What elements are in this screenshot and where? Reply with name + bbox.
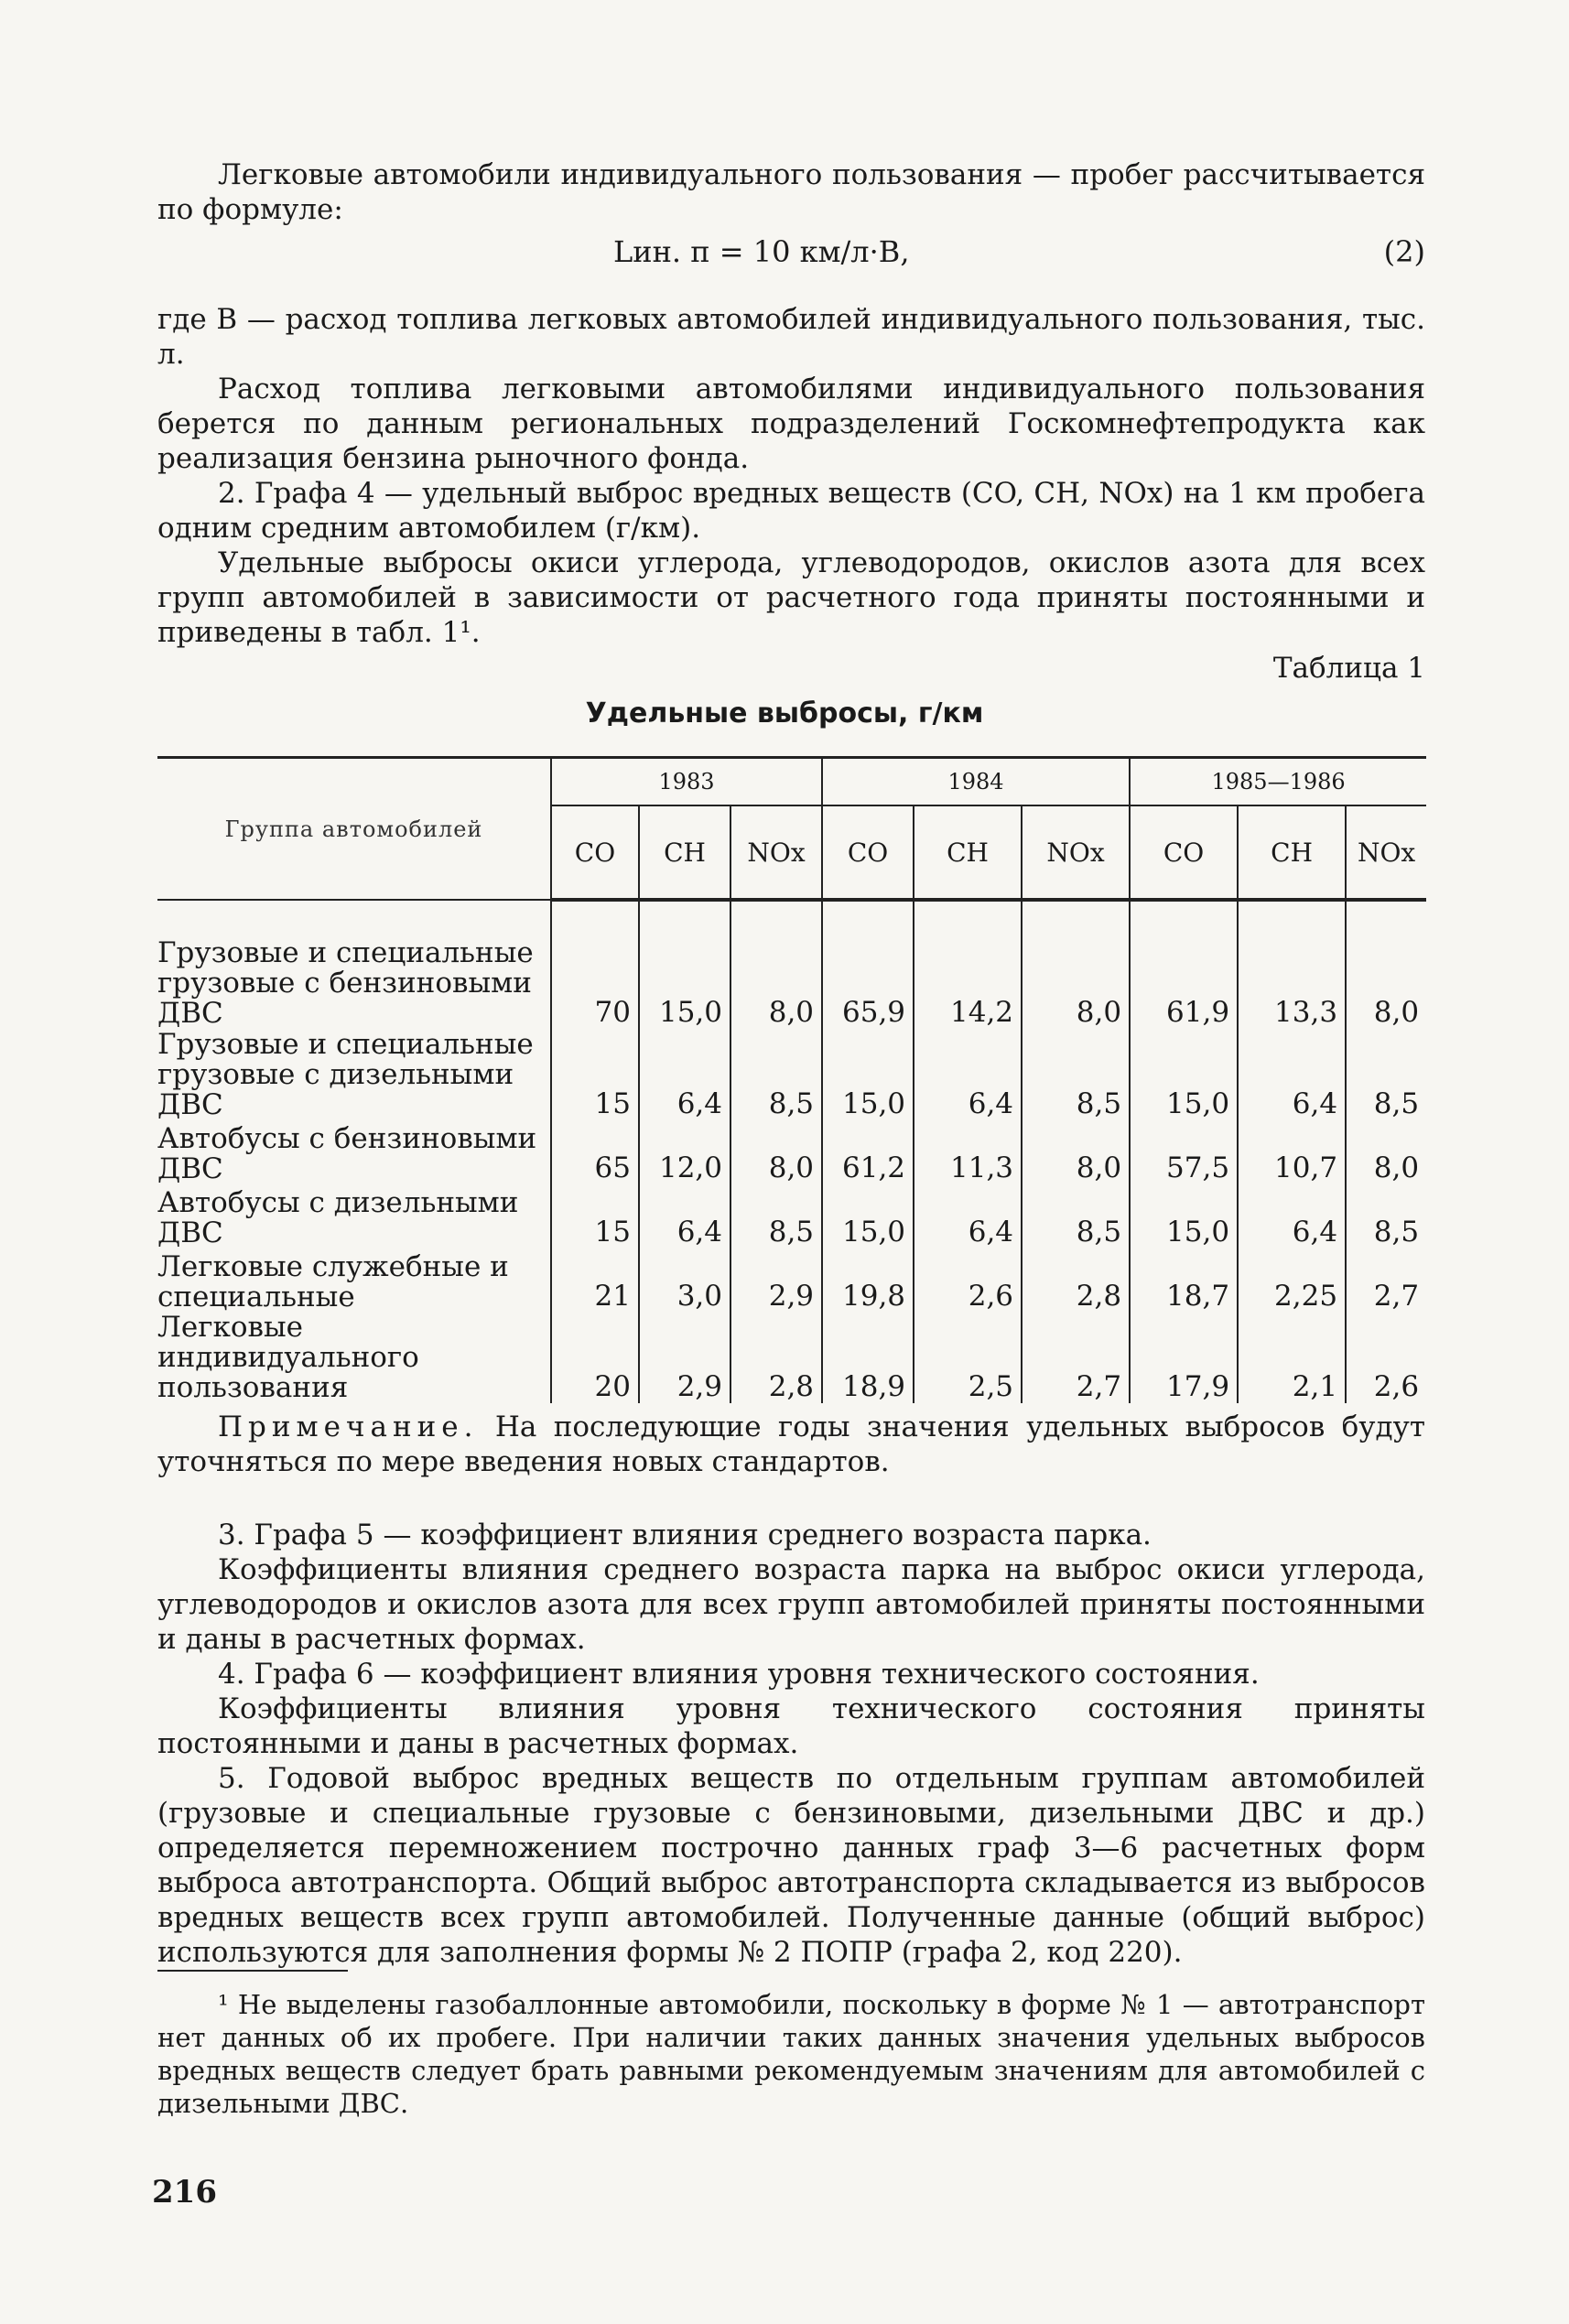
table-row (157, 938, 1426, 1029)
emission-value-cell: 8,0 (1346, 938, 1426, 1029)
gas-header: CO (822, 805, 914, 900)
intro-text-block (157, 302, 1425, 650)
emission-value-cell: 15,0 (822, 1029, 914, 1120)
emission-value-cell: 6,4 (1238, 1184, 1346, 1248)
technical-coefficient-paragraph: Коэффициенты влияния уровня технического состояния приняты постоянными и даны в расчетных формах. (157, 1692, 1425, 1760)
emission-value-cell: 14,2 (914, 938, 1022, 1029)
emission-value-cell: 18,9 (822, 1313, 914, 1403)
table-row (157, 1313, 1426, 1403)
table-row (157, 1029, 1426, 1120)
formula-explanation: где B — расход топлива легковых автомобилей индивидуального пользования, тыс. л. (157, 303, 1425, 371)
gas-header: CH (914, 805, 1022, 900)
gas-header: CO (1130, 805, 1238, 900)
emission-value-cell: 15,0 (822, 1184, 914, 1248)
emission-value-cell: 65,9 (822, 938, 914, 1029)
annual-emission-paragraph: 5. Годовой выброс вредных веществ по отдельным группам автомобилей (грузовые и специальные грузовые с бензиновыми, дизельными ДВС и др.) определяется перемножением построчно данных граф 3—6 расчетных форм выброса автотранспорта. Общий выброс автотранспорта складывается из выбросов вредных веществ всех групп автомобилей. Полученные данные (общий выброс) используются для заполнения формы № 2 ПОПР (графа 2, код 220). (157, 1762, 1425, 1969)
formula-expression: Lин. п = 10 км/л·B, (613, 234, 910, 269)
emission-value-cell: 8,5 (730, 1029, 822, 1120)
emission-value-cell: 15,0 (639, 938, 730, 1029)
emission-value-cell: 18,7 (1130, 1248, 1238, 1313)
emission-value-cell: 8,5 (1022, 1184, 1130, 1248)
emission-value-cell: 11,3 (914, 1120, 1022, 1184)
emission-value-cell: 8,5 (1346, 1184, 1426, 1248)
footnote: ¹ Не выделены газобаллонные автомобили, поскольку в форме № 1 — автотранспорт нет данных об их пробеге. При наличии таких данных значения удельных выбросов вредных веществ следует брать равными рекомендуемым значениям для автомобилей с дизельными ДВС. (157, 1989, 1425, 2119)
emission-value-cell: 15,0 (1130, 1029, 1238, 1120)
emission-value-cell: 3,0 (639, 1248, 730, 1313)
emission-value-cell: 2,7 (1022, 1313, 1130, 1403)
emission-value-cell: 2,9 (730, 1248, 822, 1313)
emission-value-cell: 2,7 (1346, 1248, 1426, 1313)
table-title: Удельные выбросы, г/км (585, 697, 984, 730)
emission-value-cell: 2,6 (1346, 1313, 1426, 1403)
emission-value-cell: 6,4 (914, 1029, 1022, 1120)
specific-emissions-paragraph: Удельные выбросы окиси углерода, углеводородов, окислов азота для всех групп автомобилей в зависимости от расчетного года приняты постоянными и приведены в табл. 1¹. (157, 546, 1425, 649)
formula-number: (2) (1383, 234, 1425, 269)
table-note (157, 1410, 1425, 1479)
column-5-paragraph: 3. Графа 5 — коэффициент влияния среднего возраста парка. (218, 1519, 1152, 1551)
emission-value-cell: 15 (551, 1029, 639, 1120)
vehicle-group-cell: Грузовые и специальные грузовые с бензиновыми ДВС (157, 936, 534, 1030)
gas-header: NOx (1022, 805, 1130, 900)
emission-value-cell: 6,4 (639, 1029, 730, 1120)
emission-value-cell: 8,5 (1022, 1029, 1130, 1120)
emission-value-cell: 13,3 (1238, 938, 1346, 1029)
vehicle-group-cell: Автобусы с бензиновыми ДВС (157, 1122, 537, 1185)
emission-value-cell: 2,9 (639, 1313, 730, 1403)
emission-value-cell: 6,4 (914, 1184, 1022, 1248)
emission-value-cell: 2,5 (914, 1313, 1022, 1403)
vehicle-group-cell: Легковые служебные и специальные (157, 1250, 509, 1313)
group-header: Группа автомобилей (157, 758, 551, 901)
emission-value-cell: 15,0 (1130, 1184, 1238, 1248)
footnote-divider (157, 1970, 348, 1972)
emission-value-cell: 2,6 (914, 1248, 1022, 1313)
emission-value-cell: 8,5 (730, 1184, 822, 1248)
after-text-block (157, 1518, 1425, 1970)
emission-value-cell: 15 (551, 1184, 639, 1248)
column-6-paragraph: 4. Графа 6 — коэффициент влияния уровня технического состояния. (218, 1658, 1260, 1691)
note-text: На последующие годы значения удельных выбросов будут уточняться по мере введения новых стандартов. (157, 1411, 1425, 1478)
emission-value-cell: 61,9 (1130, 938, 1238, 1029)
emission-value-cell: 8,0 (1022, 938, 1130, 1029)
emission-value-cell: 6,4 (639, 1184, 730, 1248)
emission-value-cell: 6,4 (1238, 1029, 1346, 1120)
vehicle-group-cell: Грузовые и специальные грузовые с дизельными ДВС (157, 1028, 534, 1121)
emission-value-cell: 8,0 (730, 938, 822, 1029)
fuel-consumption-paragraph: Расход топлива легковыми автомобилями индивидуального пользования берется по данным региональных подразделений Госкомнефтепродукта как реализация бензина рыночного фонда. (157, 373, 1425, 475)
emissions-table (157, 756, 1426, 1403)
emission-value-cell: 12,0 (639, 1120, 730, 1184)
column-4-paragraph: 2. Графа 4 — удельный выброс вредных веществ (CO, CH, NOx) на 1 км пробега одним средним автомобилем (г/км). (157, 477, 1425, 545)
gas-header: CH (639, 805, 730, 900)
year-header: 1985—1986 (1130, 758, 1426, 806)
emission-value-cell: 10,7 (1238, 1120, 1346, 1184)
emission-value-cell: 65 (551, 1120, 639, 1184)
note-label: Примечание. (218, 1411, 479, 1443)
emission-value-cell: 17,9 (1130, 1313, 1238, 1403)
emission-value-cell: 2,8 (730, 1313, 822, 1403)
emission-value-cell: 8,0 (1346, 1120, 1426, 1184)
emission-value-cell: 8,0 (1022, 1120, 1130, 1184)
gas-header: CH (1238, 805, 1346, 900)
emission-value-cell: 20 (551, 1313, 639, 1403)
gas-header: NOx (1346, 805, 1426, 900)
emission-value-cell: 19,8 (822, 1248, 914, 1313)
page-number: 216 (152, 2174, 217, 2211)
table-label: Таблица 1 (1272, 652, 1425, 685)
gas-header: CO (551, 805, 639, 900)
year-header: 1983 (551, 758, 822, 806)
table-row (157, 1248, 1426, 1313)
intro-paragraph-1: Легковые автомобили индивидуального пользования — пробег рассчитывается по формуле: (157, 158, 1425, 226)
emission-value-cell: 57,5 (1130, 1120, 1238, 1184)
emission-value-cell: 8,0 (730, 1120, 822, 1184)
emission-value-cell: 70 (551, 938, 639, 1029)
table-row (157, 1184, 1426, 1248)
table-row (157, 1120, 1426, 1184)
emission-value-cell: 2,25 (1238, 1248, 1346, 1313)
year-header: 1984 (822, 758, 1130, 806)
vehicle-group-cell: Легковые индивидуального пользования (157, 1311, 419, 1404)
age-coefficient-paragraph: Коэффициенты влияния среднего возраста парка на выброс окиси углерода, углеводородов и окислов азота для всех групп автомобилей приняты постоянными и даны в расчетных формах. (157, 1553, 1425, 1656)
emission-value-cell: 61,2 (822, 1120, 914, 1184)
emission-value-cell: 21 (551, 1248, 639, 1313)
emission-value-cell: 8,5 (1346, 1029, 1426, 1120)
emission-value-cell: 2,1 (1238, 1313, 1346, 1403)
year-header-row (157, 758, 1426, 806)
table-spacer-row (157, 900, 1426, 938)
gas-header: NOx (730, 805, 822, 900)
vehicle-group-cell: Автобусы с дизельными ДВС (157, 1186, 519, 1249)
emission-value-cell: 2,8 (1022, 1248, 1130, 1313)
